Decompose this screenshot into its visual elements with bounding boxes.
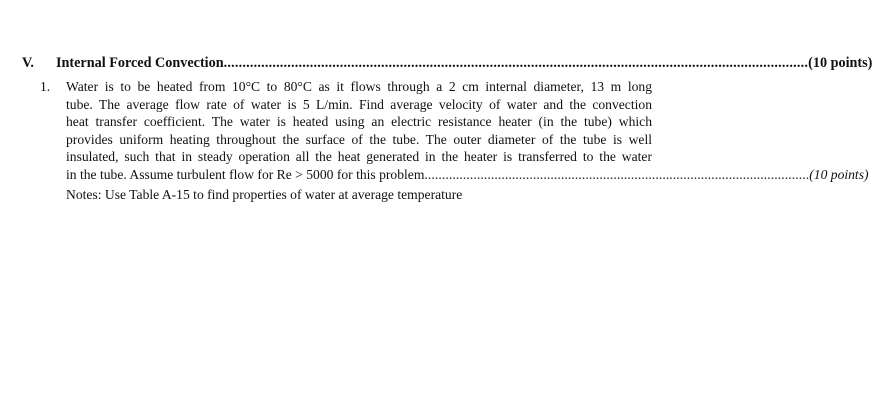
section-header bbox=[22, 55, 872, 75]
problem-statement bbox=[66, 78, 869, 184]
dot-leader: .............................................................................................................. bbox=[424, 166, 810, 182]
problem-line: tube. The average flow rate of water is 5 L/min. Find average velocity of water and the convection bbox=[66, 96, 652, 112]
problem-line: heat transfer coefficient. The water is heated using an electric resistance heater (in the tube) which bbox=[66, 114, 652, 130]
notes-text: Notes: Use Table A-15 to find properties of water at average temperature bbox=[66, 187, 463, 202]
problem-points: (10 points) bbox=[809, 166, 869, 182]
problem-line: insulated, such that in steady operation all the heat generated in the heater is transferred to the water bbox=[66, 149, 652, 165]
section-points: (10 points) bbox=[808, 55, 872, 71]
dot-leader: ............................................................................................................................................................ bbox=[223, 55, 809, 71]
section-title: Internal Forced Convection bbox=[56, 55, 224, 71]
problem-line: Water is to be heated from 10°C to 80°C as it flows through a 2 cm internal diameter, 13 m long bbox=[66, 79, 652, 94]
problem-line: in the tube. Assume turbulent flow for Re > 5000 for this problem bbox=[66, 166, 425, 182]
section-number: V. bbox=[22, 55, 34, 71]
problem-line: provides uniform heating throughout the surface of the tube. The outer diameter of the tube is well bbox=[66, 131, 652, 147]
problem-last-line bbox=[66, 166, 869, 184]
problem-number: 1. bbox=[40, 79, 51, 94]
